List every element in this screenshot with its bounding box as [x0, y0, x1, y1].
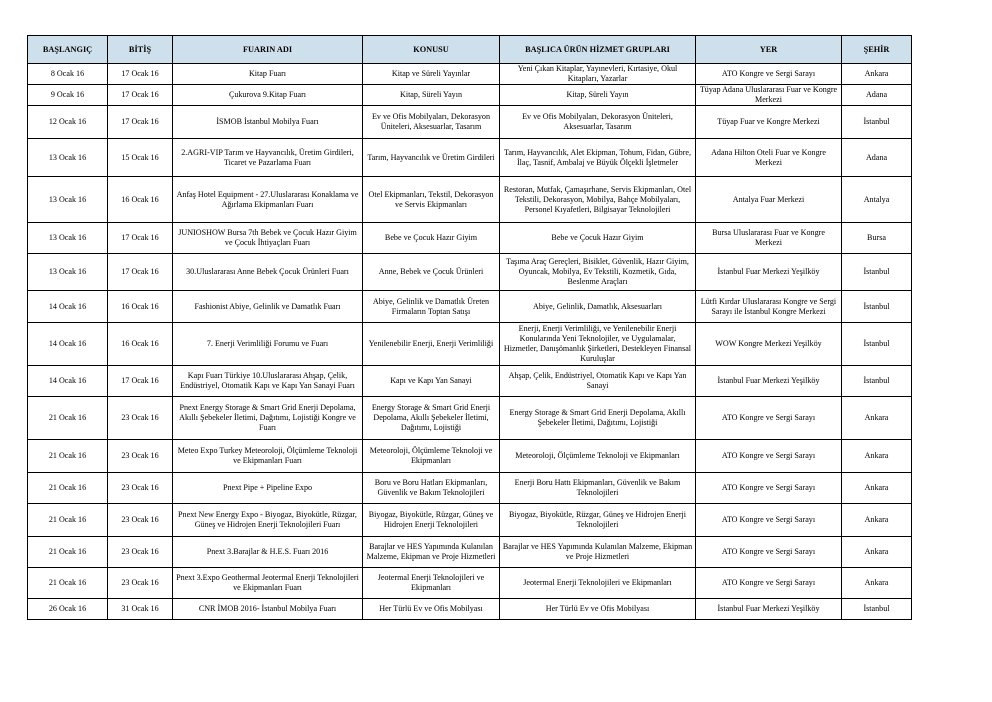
fair-name-cell: 7. Enerji Verimliliği Forumu ve Fuarı [173, 323, 363, 366]
fair-name-cell: Pnext 3.Barajlar & H.E.S. Fuarı 2016 [173, 537, 363, 568]
start-date-cell: 9 Ocak 16 [28, 85, 108, 106]
topic-cell: Kapı ve Kapı Yan Sanayi [363, 366, 500, 397]
end-date-cell: 23 Ocak 16 [108, 568, 173, 599]
table-header-row [28, 36, 912, 64]
products-cell: Jeotermal Enerji Teknolojileri ve Ekipmanları [500, 568, 696, 599]
end-date-cell: 17 Ocak 16 [108, 85, 173, 106]
venue-cell: Tüyap Adana Uluslararası Fuar ve Kongre Merkezi [696, 85, 842, 106]
table-row [28, 177, 912, 223]
city-cell: İstanbul [842, 291, 912, 323]
fair-name-cell: 30.Uluslararası Anne Bebek Çocuk Ürünleri Fuarı [173, 254, 363, 291]
products-cell: Bebe ve Çocuk Hazır Giyim [500, 223, 696, 254]
topic-cell: Biyogaz, Biyokütle, Rüzgar, Güneş ve Hidrojen Enerji Teknolojileri [363, 504, 500, 537]
end-date-cell: 16 Ocak 16 [108, 177, 173, 223]
venue-cell: ATO Kongre ve Sergi Sarayı [696, 64, 842, 85]
table-row [28, 139, 912, 177]
start-date-cell: 21 Ocak 16 [28, 504, 108, 537]
start-date-cell: 21 Ocak 16 [28, 473, 108, 504]
venue-cell: Lütfi Kırdar Uluslararası Kongre ve Sergi Sarayı ile İstanbul Kongre Merkezi [696, 291, 842, 323]
fair-name-cell: Pnext Pipe + Pipeline Expo [173, 473, 363, 504]
table-row [28, 473, 912, 504]
header-fair-name: FUARIN ADI [173, 36, 363, 64]
venue-cell: ATO Kongre ve Sergi Sarayı [696, 440, 842, 473]
fair-name-cell: Kitap Fuarı [173, 64, 363, 85]
header-products: BAŞLICA ÜRÜN HİZMET GRUPLARI [500, 36, 696, 64]
fair-name-cell: 2.AGRI-VIP Tarım ve Hayvancılık, Üretim Girdileri, Ticaret ve Pazarlama Fuarı [173, 139, 363, 177]
topic-cell: Otel Ekipmanları, Tekstil, Dekorasyon ve Servis Ekipmanları [363, 177, 500, 223]
products-cell: Barajlar ve HES Yapımında Kulanılan Malzeme, Ekipman ve Proje Hizmetleri [500, 537, 696, 568]
end-date-cell: 17 Ocak 16 [108, 254, 173, 291]
end-date-cell: 16 Ocak 16 [108, 291, 173, 323]
city-cell: Ankara [842, 473, 912, 504]
start-date-cell: 13 Ocak 16 [28, 254, 108, 291]
table-row [28, 366, 912, 397]
city-cell: Ankara [842, 537, 912, 568]
city-cell: Bursa [842, 223, 912, 254]
end-date-cell: 23 Ocak 16 [108, 537, 173, 568]
city-cell: Ankara [842, 397, 912, 440]
fair-name-cell: Pnext 3.Expo Geothermal Jeotermal Enerji Teknolojileri ve Ekipmanları Fuarı [173, 568, 363, 599]
fair-name-cell: CNR İMOB 2016- İstanbul Mobilya Fuarı [173, 599, 363, 620]
products-cell: Energy Storage & Smart Grid Enerji Depolama, Akıllı Şebekeler İletimi, Dağıtımı, Lojistiği [500, 397, 696, 440]
city-cell: Ankara [842, 568, 912, 599]
venue-cell: Bursa Uluslararası Fuar ve Kongre Merkezi [696, 223, 842, 254]
fair-name-cell: JUNIOSHOW Bursa 7th Bebek ve Çocuk Hazır Giyim ve Çocuk İhtiyaçları Fuarı [173, 223, 363, 254]
products-cell: Taşıma Araç Gereçleri, Bisiklet, Güvenlik, Hazır Giyim, Oyuncak, Mobilya, Ev Tekstili, Kozmetik, Gıda, Beslenme Araçları [500, 254, 696, 291]
topic-cell: Ev ve Ofis Mobilyaları, Dekorasyon Üniteleri, Aksesuarlar, Tasarım [363, 106, 500, 139]
fair-name-cell: Pnext New Energy Expo - Biyogaz, Biyokütle, Rüzgar, Güneş ve Hidrojen Enerji Teknolojileri Fuarı [173, 504, 363, 537]
products-cell: Enerji, Enerji Verimliliği, ve Yenilenebilir Enerji Konularında Yeni Teknolojiler, ve Uygulamalar, Hizmetler, Danışömanlık Şirketleri, Destekleyen Finansal Kuruluşlar [500, 323, 696, 366]
table-row [28, 323, 912, 366]
start-date-cell: 12 Ocak 16 [28, 106, 108, 139]
end-date-cell: 23 Ocak 16 [108, 473, 173, 504]
table-row [28, 64, 912, 85]
table-row [28, 599, 912, 620]
start-date-cell: 14 Ocak 16 [28, 366, 108, 397]
topic-cell: Yenilenebilir Enerji, Enerji Verimliliği [363, 323, 500, 366]
header-topic: KONUSU [363, 36, 500, 64]
city-cell: Ankara [842, 64, 912, 85]
products-cell: Her Türlü Ev ve Ofis Mobilyası [500, 599, 696, 620]
table-row [28, 106, 912, 139]
topic-cell: Kitap ve Süreli Yayınlar [363, 64, 500, 85]
start-date-cell: 13 Ocak 16 [28, 223, 108, 254]
city-cell: Ankara [842, 504, 912, 537]
start-date-cell: 8 Ocak 16 [28, 64, 108, 85]
fair-schedule-table [27, 35, 912, 620]
end-date-cell: 23 Ocak 16 [108, 504, 173, 537]
header-venue: YER [696, 36, 842, 64]
topic-cell: Abiye, Gelinlik ve Damatlık Üreten Firmaların Toptan Satışı [363, 291, 500, 323]
end-date-cell: 17 Ocak 16 [108, 366, 173, 397]
start-date-cell: 21 Ocak 16 [28, 397, 108, 440]
start-date-cell: 14 Ocak 16 [28, 291, 108, 323]
header-start-date: BAŞLANGIÇ [28, 36, 108, 64]
end-date-cell: 23 Ocak 16 [108, 440, 173, 473]
start-date-cell: 13 Ocak 16 [28, 139, 108, 177]
venue-cell: ATO Kongre ve Sergi Sarayı [696, 473, 842, 504]
products-cell: Biyogaz, Biyokütle, Rüzgar, Güneş ve Hidrojen Enerji Teknolojileri [500, 504, 696, 537]
topic-cell: Meteoroloji, Ölçümleme Teknoloji ve Ekipmanları [363, 440, 500, 473]
fair-name-cell: Kapı Fuarı Türkiye 10.Uluslararası Ahşap, Çelik, Endüstriyel, Otomatik Kapı ve Kapı Yan Sanayi Fuarı [173, 366, 363, 397]
products-cell: Restoran, Mutfak, Çamaşırhane, Servis Ekipmanları, Otel Tekstili, Dekorasyon, Mobilya, Bahçe Mobilyaları, Personel Kıyafetleri, Bilgisayar Teknolojileri [500, 177, 696, 223]
city-cell: İstanbul [842, 366, 912, 397]
table-row [28, 568, 912, 599]
city-cell: İstanbul [842, 254, 912, 291]
table-row [28, 291, 912, 323]
topic-cell: Kitap, Süreli Yayın [363, 85, 500, 106]
topic-cell: Jeotermal Enerji Teknolojileri ve Ekipmanları [363, 568, 500, 599]
venue-cell: İstanbul Fuar Merkezi Yeşilköy [696, 254, 842, 291]
table-row [28, 440, 912, 473]
venue-cell: ATO Kongre ve Sergi Sarayı [696, 568, 842, 599]
topic-cell: Her Türlü Ev ve Ofis Mobilyası [363, 599, 500, 620]
end-date-cell: 23 Ocak 16 [108, 397, 173, 440]
end-date-cell: 17 Ocak 16 [108, 106, 173, 139]
products-cell: Tarım, Hayvancılık, Alet Ekipman, Tohum, Fidan, Gübre, İlaç, Tasnif, Ambalaj ve Büyük Ölçekli İşletmeler [500, 139, 696, 177]
products-cell: Abiye, Gelinlik, Damatlık, Aksesuarları [500, 291, 696, 323]
end-date-cell: 17 Ocak 16 [108, 223, 173, 254]
topic-cell: Anne, Bebek ve Çocuk Ürünleri [363, 254, 500, 291]
header-city: ŞEHİR [842, 36, 912, 64]
city-cell: Ankara [842, 440, 912, 473]
products-cell: Ahşap, Çelik, Endüstriyel, Otomatik Kapı ve Kapı Yan Sanayi [500, 366, 696, 397]
start-date-cell: 21 Ocak 16 [28, 568, 108, 599]
fair-name-cell: Meteo Expo Turkey Meteoroloji, Ölçümleme Teknoloji ve Ekipmanları Fuarı [173, 440, 363, 473]
table-row [28, 254, 912, 291]
table-row [28, 504, 912, 537]
city-cell: İstanbul [842, 323, 912, 366]
venue-cell: ATO Kongre ve Sergi Sarayı [696, 397, 842, 440]
venue-cell: Antalya Fuar Merkezi [696, 177, 842, 223]
city-cell: İstanbul [842, 106, 912, 139]
table-row [28, 223, 912, 254]
table-row [28, 85, 912, 106]
fair-name-cell: Anfaş Hotel Equipment - 27.Uluslararası Konaklama ve Ağırlama Ekipmanları Fuarı [173, 177, 363, 223]
fair-name-cell: Çukurova 9.Kitap Fuarı [173, 85, 363, 106]
fair-name-cell: Pnext Energy Storage & Smart Grid Enerji Depolama, Akıllı Şebekeler İletimi, Dağıtımı, Lojistiği Kongre ve Fuarı [173, 397, 363, 440]
venue-cell: ATO Kongre ve Sergi Sarayı [696, 504, 842, 537]
products-cell: Enerji Boru Hattı Ekipmanları, Güvenlik ve Bakım Teknolojileri [500, 473, 696, 504]
city-cell: Antalya [842, 177, 912, 223]
start-date-cell: 21 Ocak 16 [28, 440, 108, 473]
products-cell: Ev ve Ofis Mobilyaları, Dekorasyon Üniteleri, Aksesuarlar, Tasarım [500, 106, 696, 139]
city-cell: İstanbul [842, 599, 912, 620]
topic-cell: Energy Storage & Smart Grid Enerji Depolama, Akıllı Şebekeler İletimi, Dağıtımı, Lojistiği [363, 397, 500, 440]
table-row [28, 397, 912, 440]
start-date-cell: 14 Ocak 16 [28, 323, 108, 366]
end-date-cell: 15 Ocak 16 [108, 139, 173, 177]
products-cell: Yeni Çıkan Kitaplar, Yayınevleri, Kırtasiye, Okul Kitapları, Yazarlar [500, 64, 696, 85]
city-cell: Adana [842, 85, 912, 106]
venue-cell: Tüyap Fuar ve Kongre Merkezi [696, 106, 842, 139]
venue-cell: İstanbul Fuar Merkezi Yeşilköy [696, 366, 842, 397]
products-cell: Kitap, Süreli Yayın [500, 85, 696, 106]
table-row [28, 537, 912, 568]
topic-cell: Bebe ve Çocuk Hazır Giyim [363, 223, 500, 254]
topic-cell: Tarım, Hayvancılık ve Üretim Girdileri [363, 139, 500, 177]
topic-cell: Boru ve Boru Hatları Ekipmanları, Güvenlik ve Bakım Teknolojileri [363, 473, 500, 504]
start-date-cell: 21 Ocak 16 [28, 537, 108, 568]
start-date-cell: 26 Ocak 16 [28, 599, 108, 620]
venue-cell: ATO Kongre ve Sergi Sarayı [696, 537, 842, 568]
city-cell: Adana [842, 139, 912, 177]
start-date-cell: 13 Ocak 16 [28, 177, 108, 223]
end-date-cell: 17 Ocak 16 [108, 64, 173, 85]
fair-name-cell: Fashionist Abiye, Gelinlik ve Damatlık Fuarı [173, 291, 363, 323]
venue-cell: WOW Kongre Merkezi Yeşilköy [696, 323, 842, 366]
end-date-cell: 31 Ocak 16 [108, 599, 173, 620]
topic-cell: Barajlar ve HES Yapımında Kulanılan Malzeme, Ekipman ve Proje Hizmetleri [363, 537, 500, 568]
products-cell: Meteoroloji, Ölçümleme Teknoloji ve Ekipmanları [500, 440, 696, 473]
fair-name-cell: İSMOB İstanbul Mobilya Fuarı [173, 106, 363, 139]
end-date-cell: 16 Ocak 16 [108, 323, 173, 366]
header-end-date: BİTİŞ [108, 36, 173, 64]
venue-cell: Adana Hilton Oteli Fuar ve Kongre Merkezi [696, 139, 842, 177]
venue-cell: İstanbul Fuar Merkezi Yeşilköy [696, 599, 842, 620]
